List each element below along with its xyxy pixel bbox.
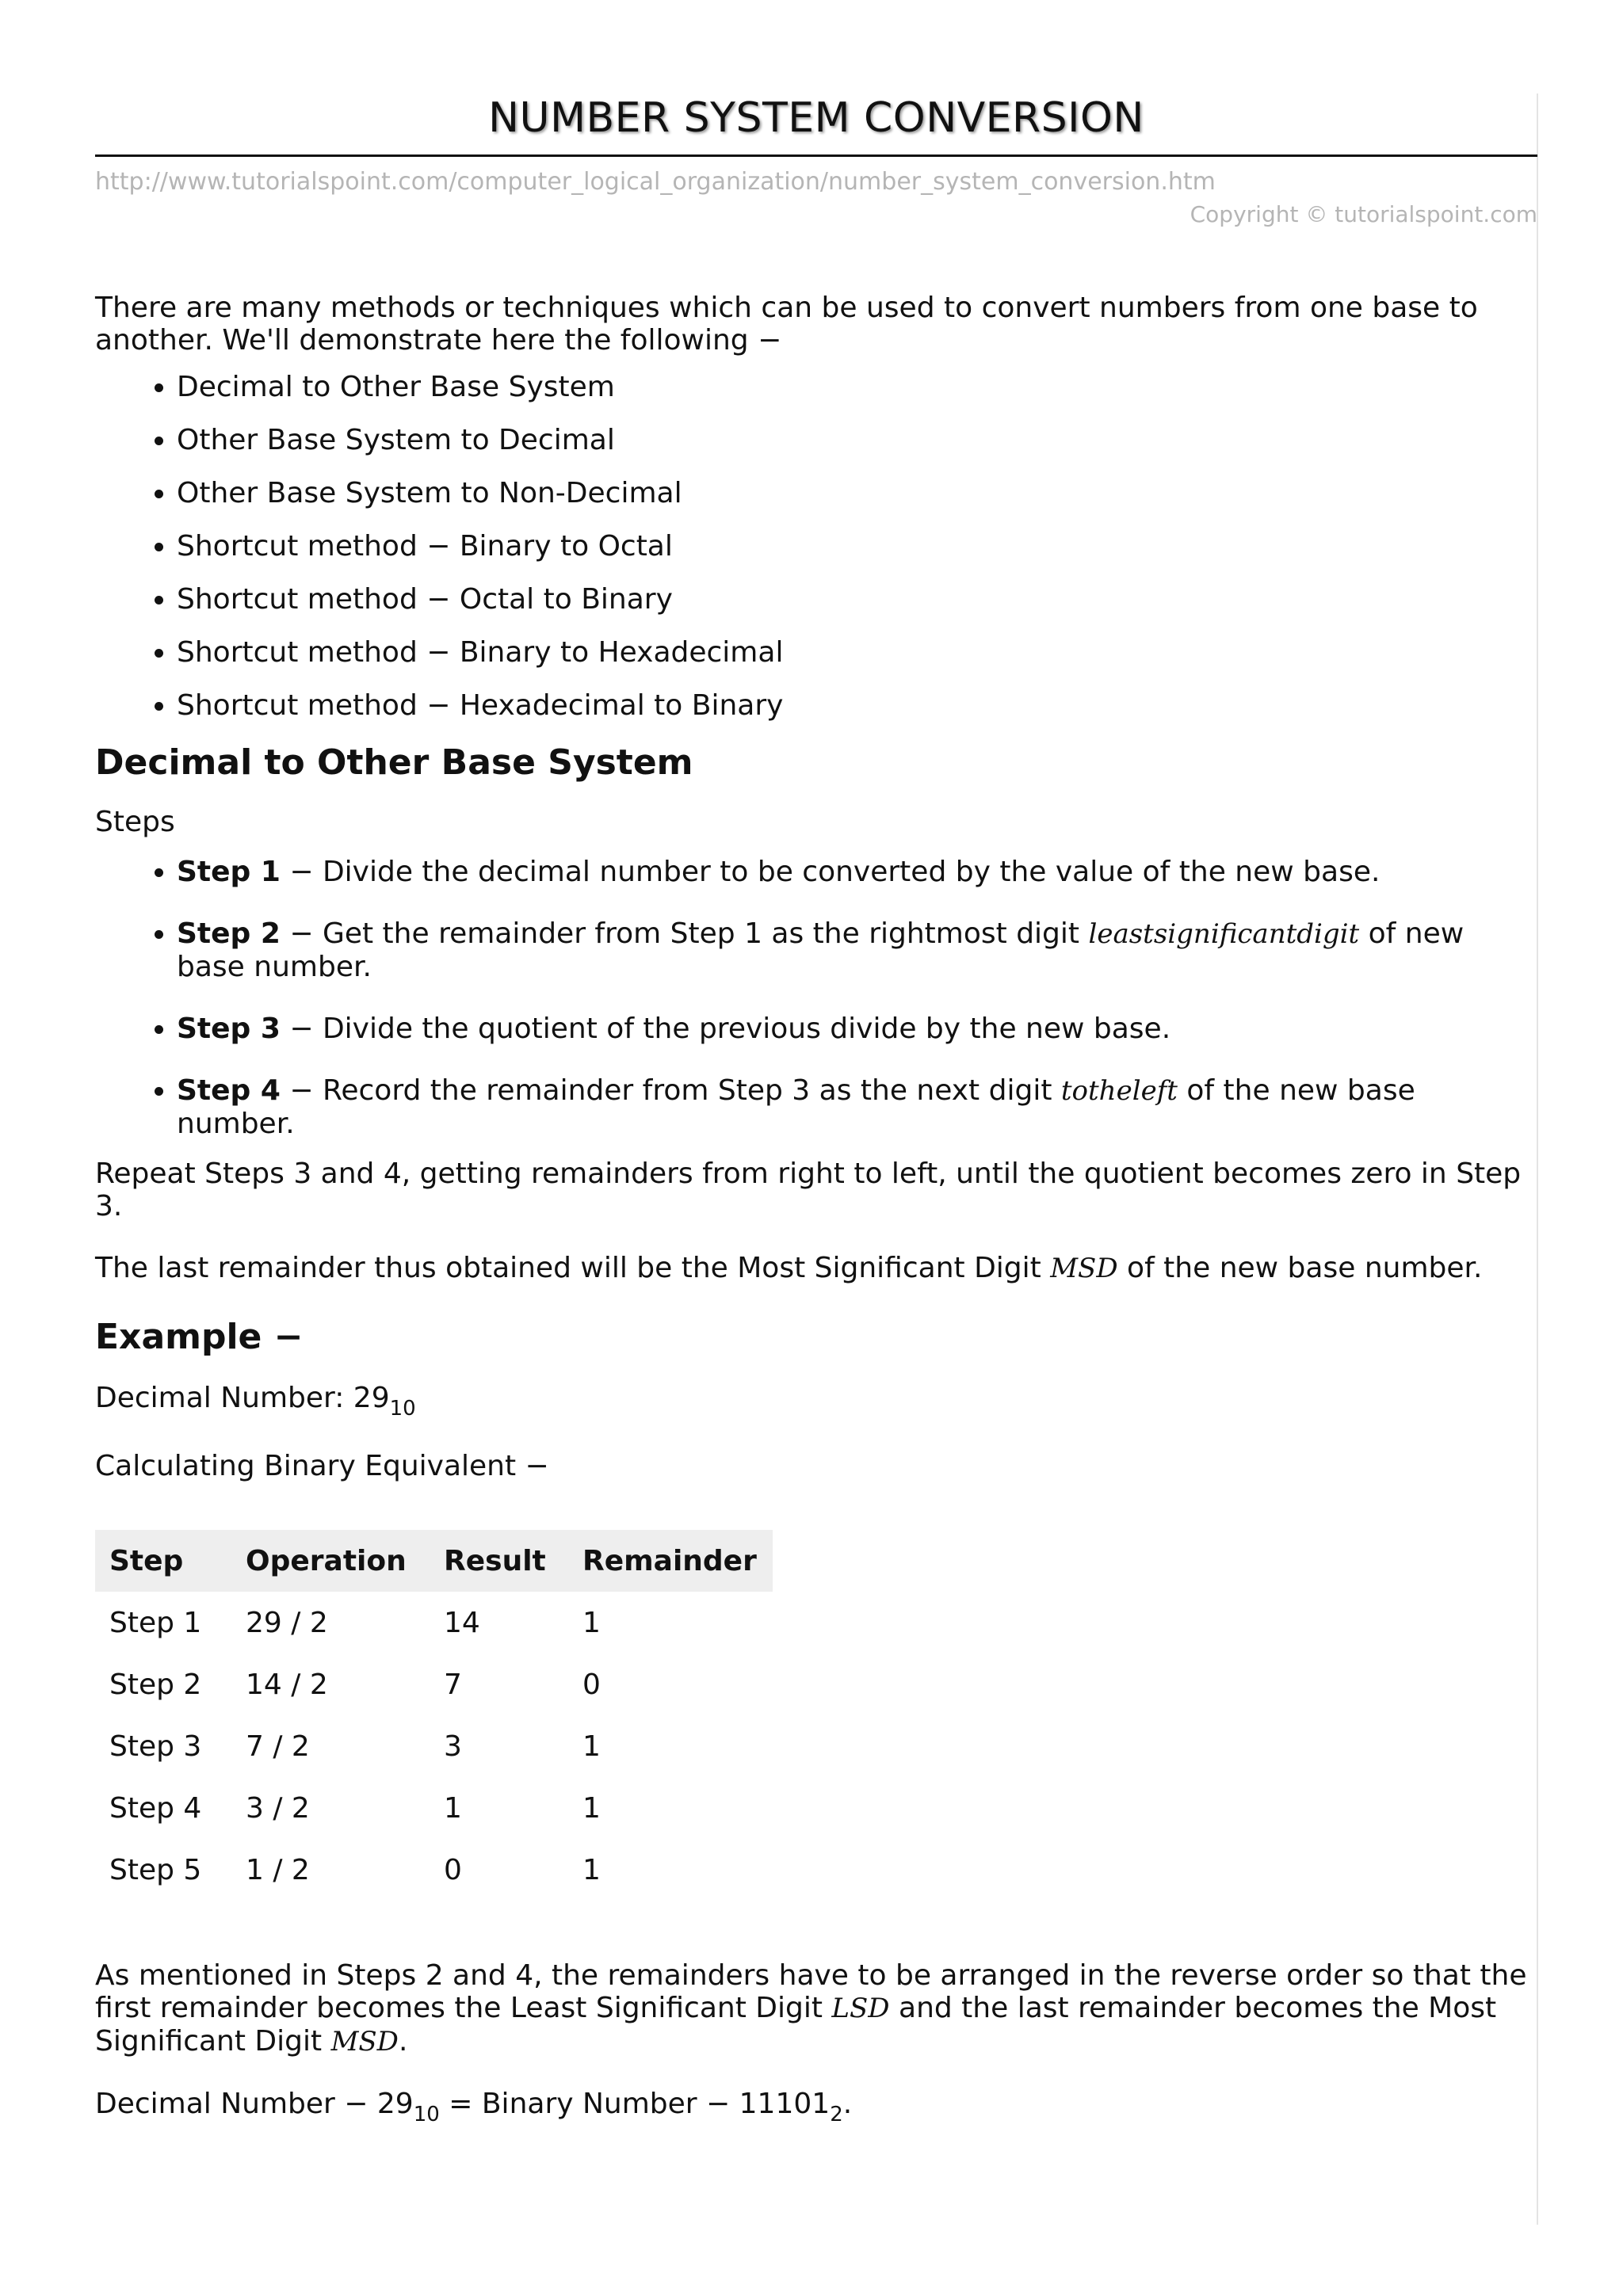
page-title: NUMBER SYSTEM CONVERSION [488, 94, 1144, 142]
list-item: • Shortcut method − Octal to Binary [177, 583, 1537, 616]
table-cell: 1 [582, 1791, 601, 1825]
table-row [95, 1839, 773, 1901]
table-cell: 1 / 2 [246, 1853, 310, 1886]
step-item [177, 1074, 1537, 1140]
steps-label: Steps [95, 806, 175, 838]
decimal-number-line [95, 1382, 1537, 1421]
step-label: Step 3 [177, 1013, 281, 1045]
paragraph-text-continued: and the last remainder becomes the Most Significant Digit [95, 1992, 1497, 2058]
table-cell: 14 [444, 1606, 480, 1639]
methods-list [95, 371, 1537, 722]
intro-paragraph: There are many methods or techniques which can be used to convert numbers from one base to another. We'll demonstrate here the following − [95, 292, 1478, 357]
base-subscript: 10 [389, 1397, 416, 1421]
document-page [95, 87, 1537, 2126]
table-cell: 7 [444, 1668, 462, 1701]
steps-list [95, 856, 1537, 1140]
table-cell: 1 [582, 1853, 601, 1886]
result-line [95, 2088, 1537, 2126]
table-cell: 1 [582, 1606, 601, 1639]
step-text: − Record the remainder from Step 3 as the next digit [280, 1074, 1061, 1107]
column-header: Operation [231, 1530, 430, 1592]
table-cell: 1 [582, 1730, 601, 1763]
list-item: • Shortcut method − Hexadecimal to Binary [177, 689, 1537, 722]
column-header: Result [430, 1530, 568, 1592]
paragraph-text: The last remainder thus obtained will be the Most Significant Digit [95, 1252, 1051, 1284]
base-subscript: 10 [413, 2103, 440, 2126]
math-term: leastsignificantdigit [1088, 918, 1360, 950]
table-cell: Step 2 [109, 1668, 202, 1701]
table-cell: 0 [582, 1668, 601, 1701]
table-cell: 0 [444, 1853, 462, 1886]
step-item [177, 1013, 1537, 1045]
table-cell: Step 3 [109, 1730, 202, 1763]
result-text: Decimal Number − 29 [95, 2088, 414, 2120]
math-term: MSD [330, 2026, 399, 2058]
math-term: totheleft [1060, 1075, 1178, 1107]
math-term: LSD [831, 1993, 890, 2024]
table-cell: 7 / 2 [246, 1730, 310, 1763]
step-label: Step 2 [177, 917, 281, 950]
table-row [95, 1777, 773, 1839]
article-body [95, 292, 1537, 2126]
table-cell: 14 / 2 [246, 1668, 328, 1701]
step-text-continued: of new base number. [177, 917, 1465, 983]
paragraph-text: As mentioned in Steps 2 and 4, the remainders have to be arranged in the reverse order so that the first remainder becomes the Least Significant Digit [95, 1959, 1527, 2024]
repeat-paragraph: Repeat Steps 3 and 4, getting remainders from right to left, until the quotient becomes zero in Step 3. [95, 1158, 1522, 1222]
list-item: • Other Base System to Non-Decimal [177, 477, 1537, 509]
table-cell: Step 1 [109, 1606, 202, 1639]
table-cell: 3 [444, 1730, 462, 1763]
math-term: MSD [1050, 1253, 1118, 1284]
calculating-label: Calculating Binary Equivalent − [95, 1450, 549, 1482]
copyright-notice: Copyright © tutorialspoint.com [1190, 201, 1537, 227]
step-text: − Divide the quotient of the previous divide by the new base. [280, 1013, 1171, 1045]
step-text: − Divide the decimal number to be converted by the value of the new base. [280, 856, 1381, 888]
list-item: • Other Base System to Decimal [177, 424, 1537, 456]
section-heading-decimal-to-other: Decimal to Other Base System [95, 742, 693, 783]
source-url[interactable]: http://www.tutorialspoint.com/computer_logical_organization/number_system_conversion.htm [95, 168, 1216, 196]
table-row [95, 1653, 773, 1715]
last-remainder-paragraph [95, 1252, 1537, 1285]
step-text-continued: of the new base number. [177, 1074, 1415, 1140]
column-header: Remainder [568, 1530, 773, 1592]
result-text-end: . [842, 2088, 853, 2120]
step-item [177, 856, 1537, 888]
step-label: Step 1 [177, 856, 281, 888]
table-row [95, 1592, 773, 1653]
table-row [95, 1715, 773, 1777]
title-underline [95, 154, 1537, 157]
table-header-row [95, 1530, 773, 1592]
step-item [177, 917, 1537, 983]
list-item: • Decimal to Other Base System [177, 371, 1537, 403]
result-text-continued: = Binary Number − 11101 [439, 2088, 831, 2120]
paragraph-text-end: . [398, 2025, 408, 2058]
table-cell: 3 / 2 [246, 1791, 310, 1825]
step-text: − Get the remainder from Step 1 as the rightmost digit [280, 917, 1089, 950]
decimal-number-label: Decimal Number: 29 [95, 1382, 390, 1414]
step-label: Step 4 [177, 1074, 281, 1107]
list-item: • Shortcut method − Binary to Octal [177, 530, 1537, 563]
paragraph-text-continued: of the new base number. [1117, 1252, 1483, 1284]
explanation-paragraph [95, 1959, 1537, 2058]
table-cell: 29 / 2 [246, 1606, 328, 1639]
base-subscript: 2 [830, 2103, 843, 2126]
column-header: Step [95, 1530, 231, 1592]
table-cell: Step 4 [109, 1791, 202, 1825]
conversion-table [95, 1530, 773, 1901]
example-heading: Example − [95, 1317, 304, 1357]
list-item: • Shortcut method − Binary to Hexadecimal [177, 636, 1537, 669]
table-cell: Step 5 [109, 1853, 202, 1886]
table-cell: 1 [444, 1791, 462, 1825]
